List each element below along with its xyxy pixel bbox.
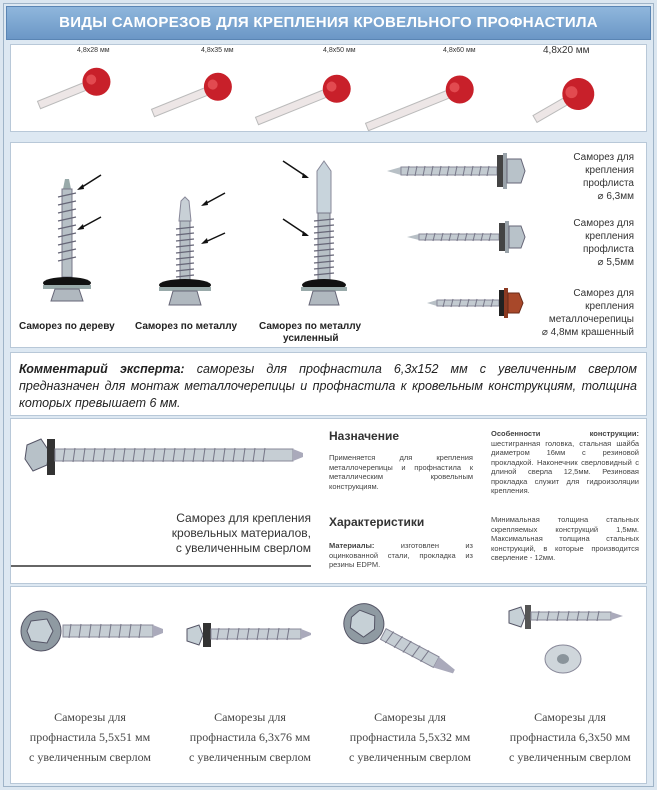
red-screws-illustration [11,45,646,131]
red-screws-panel [10,44,647,132]
page-title: ВИДЫ САМОРЕЗОВ ДЛЯ КРЕПЛЕНИЯ КРОВЕЛЬНОГО ПРОФНАСТИЛА [6,6,651,40]
bottom-caption-4: Саморезы для профнастила 6,3х50 мм с увеличенным сверлом [509,710,631,764]
min-thickness-text: Минимальная толщина стальных скрепляемых конструкций 1,5мм. Максимальная толщина стальных конструкций, в которые производится сверление - 12мм. [491,515,639,562]
screw-6-3x50 [509,605,623,673]
screw-5-5mm [407,221,525,253]
wood-screw-caption: Саморез по дереву [19,321,115,332]
red-screw-28 [34,64,115,118]
red-screw-35 [148,69,236,126]
specs-title: Характеристики [329,515,425,529]
specs-text: Материалы: изготовлен из оцинкованной стали, прокладка из резины EDPM. [329,541,473,569]
red-screw-60 [362,71,478,140]
screw-6-3-label: Саморез для крепления профлиста ⌀ 6,3мм [573,152,634,202]
long-screw [25,439,303,475]
screw-4-8-label: Саморез для крепления металлочерепицы ⌀ 4,8мм крашенный [541,288,634,338]
reinforced-caption: Саморез по металлу [259,321,362,332]
metal-screw [159,197,211,305]
features-text: Особенности конструкции: шестигранная головка, стальная шайба диаметром 16мм с резиновой прокладкой. Наконечник сверловидный с длиной сверла 12,5мм. Резиновая прокладка служит для гидроизоляции крепления. [491,429,639,495]
screw-types-panel [10,142,647,348]
expert-comment [19,361,637,412]
screw-6-3mm [387,153,525,189]
screw-5-5x32 [337,597,463,690]
long-screw-caption: Саморез для крепления кровельных материалов, с увеличенным сверлом [171,511,311,555]
screw-5-5-label: Саморез для крепления профлиста ⌀ 5,5мм [573,218,634,268]
info-panel [10,418,647,584]
size-label: 4,8х28 мм [77,47,110,54]
bottom-caption-2: Саморезы для профнастила 6,3х76 мм с увеличенным сверлом [189,710,311,764]
bottom-caption-1: Саморезы для профнастила 5,5х51 мм с увеличенным сверлом [29,710,151,764]
size-label: 4,8х20 мм [543,45,590,56]
expert-comment-text: саморезы для профнастила 6,3х152 мм с увеличенным сверлом предназначен для монтаж металлочерепицы и профнастила к кровельным конструкциям, толщина которых превышает 6 мм. [19,362,637,410]
expert-comment-label: Комментарий эксперта: [19,362,185,376]
reinforced-caption-2: усиленный [283,333,339,344]
expert-comment-panel [10,352,647,416]
reinforced-metal-screw [301,161,347,305]
size-label: 4,8х60 мм [443,47,476,54]
screw-4-8mm-painted [427,288,523,318]
purpose-title: Назначение [329,429,400,443]
bottom-screws-panel [10,586,647,784]
purpose-text: Применяется для крепления металлочерепицы и профнастила к металлическим кровельным конструкциям. [329,453,473,491]
screw-5-5x51 [21,611,163,651]
size-label: 4,8х50 мм [323,47,356,54]
bottom-screws-illustration [11,587,646,697]
metal-screw-caption: Саморез по металлу [135,321,238,332]
wood-screw [43,179,91,301]
red-screw-20 [527,72,600,133]
size-label: 4,8х35 мм [201,47,234,54]
screw-6-3x76 [187,623,311,647]
bottom-caption-3: Саморезы для профнастила 5,5х32 мм с увеличенным сверлом [349,710,471,764]
red-screw-50 [252,71,355,134]
